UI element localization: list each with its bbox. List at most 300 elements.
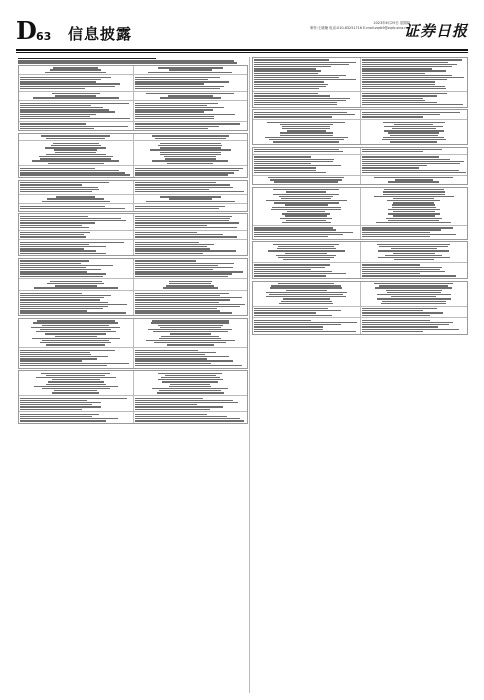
table-cell xyxy=(360,120,468,144)
text-line xyxy=(20,404,92,405)
text-line xyxy=(362,159,451,160)
amendment-table xyxy=(252,187,468,240)
text-line xyxy=(254,149,339,150)
text-line xyxy=(362,308,437,309)
text-line xyxy=(20,242,124,243)
table-row xyxy=(19,203,247,210)
table-cell xyxy=(253,242,360,262)
table-cell xyxy=(133,181,248,194)
table-row xyxy=(253,119,467,144)
text-line xyxy=(152,135,229,136)
text-line xyxy=(135,356,230,357)
text-line xyxy=(159,338,221,339)
table-cell xyxy=(253,318,360,333)
text-line xyxy=(164,156,216,157)
text-line xyxy=(388,132,439,133)
text-line xyxy=(20,107,103,108)
table-cell xyxy=(19,371,133,395)
text-line xyxy=(20,189,99,190)
text-line xyxy=(384,126,443,127)
text-line xyxy=(20,184,82,185)
table-cell xyxy=(360,148,468,154)
text-line xyxy=(391,296,436,297)
table-row xyxy=(253,262,467,278)
text-line xyxy=(362,104,463,105)
text-line xyxy=(362,73,426,74)
text-line xyxy=(362,79,448,80)
text-line xyxy=(362,102,437,103)
text-line xyxy=(20,263,81,264)
amendment-table xyxy=(18,213,248,256)
text-line xyxy=(254,64,349,65)
text-line xyxy=(362,234,456,235)
table-row xyxy=(253,225,467,239)
text-line xyxy=(393,202,434,203)
text-line xyxy=(362,163,460,164)
text-line xyxy=(135,77,221,78)
text-line xyxy=(388,213,440,214)
text-line xyxy=(135,363,212,364)
text-line xyxy=(384,130,444,131)
text-line xyxy=(254,275,326,276)
text-line xyxy=(383,194,445,195)
text-line xyxy=(135,398,203,399)
text-line xyxy=(135,182,216,183)
text-line xyxy=(362,59,462,60)
text-line xyxy=(388,220,439,221)
text-line xyxy=(254,84,328,85)
table-row xyxy=(253,91,467,107)
text-line xyxy=(254,167,316,168)
text-line xyxy=(254,98,350,99)
text-line xyxy=(157,392,224,393)
text-line xyxy=(55,152,96,153)
text-line xyxy=(362,98,424,99)
text-line xyxy=(20,128,94,129)
text-line xyxy=(135,114,235,115)
text-line xyxy=(384,189,444,190)
text-line xyxy=(254,86,326,87)
text-line xyxy=(135,123,241,124)
table-row xyxy=(253,110,467,119)
text-line xyxy=(135,107,224,108)
table-row xyxy=(19,290,247,315)
text-line xyxy=(266,292,348,293)
text-line xyxy=(20,402,101,403)
text-line xyxy=(362,116,424,117)
table-row xyxy=(19,181,247,194)
text-line xyxy=(54,149,97,150)
text-line xyxy=(42,388,110,389)
table-row xyxy=(253,175,467,185)
text-line xyxy=(135,365,242,366)
text-line xyxy=(254,75,346,76)
text-line xyxy=(165,375,216,376)
table-cell xyxy=(360,282,468,306)
text-line xyxy=(254,315,332,316)
text-line xyxy=(40,342,111,343)
text-line xyxy=(285,253,327,254)
text-line xyxy=(20,77,111,78)
text-line xyxy=(135,273,232,274)
text-line xyxy=(135,358,207,359)
text-line xyxy=(393,211,435,212)
text-line xyxy=(254,267,325,268)
notice-heading-line xyxy=(18,58,156,60)
text-line xyxy=(37,320,115,321)
text-line xyxy=(135,111,204,112)
text-line xyxy=(20,253,106,254)
text-line xyxy=(374,196,454,197)
table-row xyxy=(253,148,467,154)
table-cell xyxy=(19,291,133,315)
text-line xyxy=(158,325,223,326)
amendment-table xyxy=(18,318,248,369)
text-line xyxy=(20,302,108,303)
text-line xyxy=(254,172,326,173)
text-line xyxy=(135,174,229,175)
publish-date: 2023年6月29日 星期四 xyxy=(373,21,410,25)
text-line xyxy=(45,147,106,148)
notice-text xyxy=(18,58,248,64)
text-line xyxy=(52,392,99,393)
text-line xyxy=(135,250,236,251)
table-cell xyxy=(360,226,468,239)
text-line xyxy=(20,246,106,247)
text-line xyxy=(390,141,437,142)
text-line xyxy=(375,287,452,288)
text-line xyxy=(20,236,86,237)
text-line xyxy=(135,246,207,247)
text-line xyxy=(20,225,82,226)
text-line xyxy=(48,163,104,164)
text-line xyxy=(286,290,327,291)
text-line xyxy=(254,112,347,113)
text-line xyxy=(254,102,337,103)
text-line xyxy=(42,325,109,326)
table-cell xyxy=(19,66,133,75)
text-line xyxy=(254,104,337,105)
text-line xyxy=(50,69,101,70)
table-cell xyxy=(133,101,248,121)
text-line xyxy=(135,220,230,221)
text-line xyxy=(20,248,84,249)
text-line xyxy=(362,267,442,268)
table-cell xyxy=(133,371,248,395)
text-line xyxy=(135,295,221,296)
text-line xyxy=(279,303,333,304)
text-line xyxy=(254,95,330,96)
text-line xyxy=(374,283,453,284)
text-line xyxy=(170,384,210,385)
header-rule xyxy=(16,49,468,51)
text-line xyxy=(20,276,103,277)
header-rule-thin xyxy=(16,52,468,53)
text-line xyxy=(152,320,229,321)
text-line xyxy=(254,93,318,94)
text-line xyxy=(254,234,343,235)
text-line xyxy=(362,62,449,63)
text-line xyxy=(169,281,212,282)
table-cell xyxy=(253,226,360,239)
text-line xyxy=(153,331,228,332)
table-cell xyxy=(19,279,133,290)
text-line xyxy=(20,103,129,104)
text-line xyxy=(135,103,219,104)
text-line xyxy=(46,384,106,385)
text-line xyxy=(362,66,453,67)
text-line xyxy=(20,86,115,87)
text-line xyxy=(388,209,440,210)
text-line xyxy=(285,215,327,216)
table-cell xyxy=(133,259,248,279)
text-line xyxy=(362,269,440,270)
text-line xyxy=(36,331,116,332)
table-cell xyxy=(19,259,133,279)
text-line xyxy=(135,222,240,223)
text-line xyxy=(20,123,86,124)
text-line xyxy=(32,338,120,339)
table-cell xyxy=(19,204,133,210)
text-line xyxy=(135,308,218,309)
text-line xyxy=(20,109,109,110)
text-line xyxy=(20,191,92,192)
text-line xyxy=(135,418,241,419)
amendment-table xyxy=(252,109,468,145)
text-line xyxy=(281,198,331,199)
text-line xyxy=(254,320,311,321)
table-cell xyxy=(360,92,468,107)
text-line xyxy=(135,402,239,403)
text-line xyxy=(393,198,434,199)
table-cell xyxy=(253,92,360,107)
table-row xyxy=(253,188,467,225)
text-line xyxy=(46,154,106,155)
table-cell xyxy=(19,231,133,240)
table-cell xyxy=(360,318,468,333)
text-line xyxy=(254,163,311,164)
text-line xyxy=(254,59,329,60)
text-line xyxy=(362,86,446,87)
text-line xyxy=(280,124,333,125)
table-cell xyxy=(360,155,468,175)
text-line xyxy=(46,375,105,376)
table-row xyxy=(253,154,467,175)
table-row xyxy=(19,165,247,177)
table-cell xyxy=(133,319,248,347)
text-line xyxy=(282,213,330,214)
left-column xyxy=(18,57,248,693)
text-line xyxy=(135,116,214,117)
amendment-table xyxy=(18,65,248,132)
table-cell xyxy=(360,110,468,119)
text-line xyxy=(135,109,213,110)
text-line xyxy=(254,88,319,89)
text-line xyxy=(135,400,233,401)
text-line xyxy=(362,165,428,166)
text-line xyxy=(280,135,333,136)
text-line xyxy=(20,116,90,117)
text-line xyxy=(160,154,221,155)
text-line xyxy=(135,271,243,272)
text-line xyxy=(161,377,220,378)
editor-contact: 制作:王晓楠 电话:010-83251716 E-mail:zqrb9@zqrb.sina.net xyxy=(309,26,410,30)
text-line xyxy=(362,68,432,69)
text-line xyxy=(282,222,331,223)
text-line xyxy=(378,257,450,258)
text-line xyxy=(167,344,214,345)
text-line xyxy=(20,295,111,296)
text-line xyxy=(394,124,433,125)
table-cell xyxy=(19,412,133,423)
table-row xyxy=(19,134,247,140)
text-line xyxy=(135,265,219,266)
text-line xyxy=(362,310,424,311)
text-line xyxy=(265,137,348,138)
text-line xyxy=(20,227,89,228)
text-line xyxy=(146,93,234,94)
text-line xyxy=(146,340,235,341)
text-line xyxy=(135,236,238,237)
text-line xyxy=(287,130,326,131)
text-line xyxy=(20,114,96,115)
text-line xyxy=(362,275,456,276)
text-line xyxy=(254,73,318,74)
text-line xyxy=(362,236,431,237)
text-line xyxy=(20,118,130,119)
text-line xyxy=(34,287,118,288)
text-line xyxy=(20,352,90,353)
text-line xyxy=(254,81,324,82)
text-line xyxy=(273,244,339,245)
text-line xyxy=(20,174,130,175)
text-line xyxy=(135,306,241,307)
text-line xyxy=(381,303,446,304)
table-cell xyxy=(253,58,360,91)
text-line xyxy=(382,301,446,302)
text-line xyxy=(376,222,451,223)
text-line xyxy=(135,354,205,355)
text-line xyxy=(20,299,100,300)
text-line xyxy=(47,198,104,199)
text-line xyxy=(379,246,448,247)
text-line xyxy=(166,285,214,286)
text-line xyxy=(135,242,200,243)
text-line xyxy=(273,141,339,142)
text-line xyxy=(377,244,450,245)
text-line xyxy=(135,248,211,249)
text-line xyxy=(160,152,221,153)
table-cell xyxy=(360,307,468,318)
table-cell xyxy=(133,214,248,229)
text-line xyxy=(20,182,109,183)
text-line xyxy=(135,297,242,298)
table-row xyxy=(19,214,247,229)
table-cell xyxy=(133,412,248,423)
table-cell xyxy=(253,155,360,175)
text-line xyxy=(362,227,454,228)
text-line xyxy=(160,327,221,328)
text-line xyxy=(254,68,316,69)
text-line xyxy=(254,114,355,115)
text-line xyxy=(20,168,95,169)
table-cell xyxy=(133,75,248,90)
text-line xyxy=(393,253,435,254)
text-line xyxy=(383,122,445,123)
text-line xyxy=(135,187,233,188)
text-line xyxy=(39,156,113,157)
text-line xyxy=(135,227,238,228)
text-line xyxy=(41,135,110,136)
text-line xyxy=(362,149,442,150)
text-line xyxy=(20,306,108,307)
text-line xyxy=(269,139,344,140)
table-row xyxy=(19,278,247,290)
text-line xyxy=(55,336,97,337)
text-line xyxy=(135,310,221,311)
text-line xyxy=(254,310,341,311)
header-meta xyxy=(260,21,410,31)
table-cell xyxy=(360,58,468,91)
text-line xyxy=(362,88,447,89)
text-line xyxy=(45,333,106,334)
table-cell xyxy=(253,176,360,185)
text-line xyxy=(135,304,245,305)
text-line xyxy=(40,158,111,159)
table-cell xyxy=(19,134,133,140)
table-cell xyxy=(133,134,248,140)
text-line xyxy=(20,354,91,355)
text-line xyxy=(135,416,228,417)
column-divider xyxy=(249,57,250,693)
text-line xyxy=(274,181,338,182)
amendment-table xyxy=(252,281,468,335)
text-line xyxy=(254,322,357,323)
text-line xyxy=(169,283,211,284)
text-line xyxy=(135,360,233,361)
text-line xyxy=(266,200,348,201)
text-line xyxy=(387,292,441,293)
text-line xyxy=(269,294,343,295)
text-line xyxy=(20,365,107,366)
page-number: 63 xyxy=(36,30,52,43)
text-line xyxy=(362,229,441,230)
text-line xyxy=(42,340,109,341)
text-line xyxy=(135,302,220,303)
text-line xyxy=(282,126,330,127)
text-line xyxy=(391,248,437,249)
text-line xyxy=(280,218,332,219)
text-line xyxy=(55,285,97,286)
right-column xyxy=(252,57,468,693)
text-line xyxy=(395,179,433,180)
text-line xyxy=(254,271,332,272)
text-line xyxy=(268,177,344,178)
text-line xyxy=(285,204,328,205)
table-cell xyxy=(360,263,468,278)
table-cell xyxy=(19,348,133,368)
table-cell xyxy=(253,110,360,119)
text-line xyxy=(280,132,333,133)
text-line xyxy=(135,352,216,353)
table-cell xyxy=(133,66,248,75)
text-line xyxy=(392,204,435,205)
text-line xyxy=(254,264,330,265)
text-line xyxy=(278,257,334,258)
table-cell xyxy=(253,282,360,306)
text-line xyxy=(394,259,434,260)
amendment-table xyxy=(18,133,248,178)
